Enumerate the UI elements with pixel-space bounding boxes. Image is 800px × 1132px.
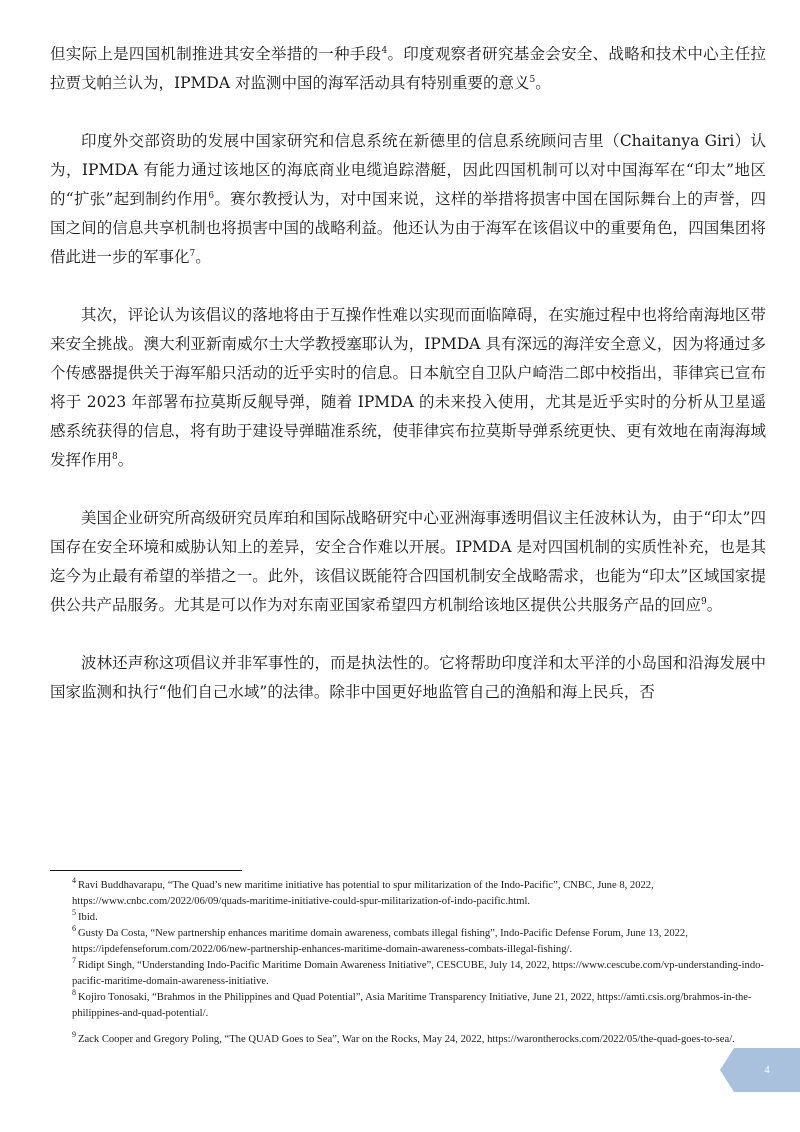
footnote-text: Gusty Da Costa, “New partnership enhances maritime domain awareness, combats illegal fishing”, Indo-Pacific Defense Forum, June 13, 2022, https://ipdefenseforum.com/2022/06/new-partnership-enhances-maritime-domain-awareness-combats-illegal-fishing/. — [72, 928, 688, 955]
paragraph-text: 。 — [117, 451, 134, 469]
paragraph-text: 。赛尔教授认为，对中国来说，这样的举措将损害中国在国际舞台上的声誉，四国之间的信息共享机制也将损害中国的战略利益。他还认为由于海军在该倡议中的重要角色，四国集团将借此进一步的军事化 — [50, 190, 766, 266]
footnote-number: 8 — [72, 988, 76, 998]
paragraph-text: 印度外交部资助的发展中国家研究和信息系统在新德里的信息系统顾问吉里（Chaitanya Giri）认为，IPMDA 有能力通过该地区的海底商业电缆追踪潜艇，因此四国机制可以对中国海军在“印太”地区的“扩张”起到制约作用 — [50, 132, 766, 208]
paragraph-text: 。 — [535, 74, 551, 92]
footnote-reference[interactable]: 4 — [381, 45, 388, 56]
footnote — [50, 958, 766, 990]
footnote-reference[interactable]: 8 — [112, 451, 118, 462]
footnote-text: Ibid. — [78, 912, 98, 923]
paragraph-text: 。 — [706, 596, 723, 614]
paragraph-text: 波林还声称这项倡议并非军事性的，而是执法性的。它将帮助印度洋和太平洋的小岛国和沿海发展中国家监测和执行“他们自己水域”的法律。除非中国更好地监管自己的渔船和海上民兵，否 — [50, 654, 766, 701]
paragraph-text: 。 — [195, 248, 211, 266]
paragraph-text: 其次，评论认为该倡议的落地将由于互操作性难以实现而面临障碍，在实施过程中也将给南海地区带来安全挑战。澳大利亚新南威尔士大学教授塞耶认为，IPMDA 具有深远的海洋安全意义，因为将通过多个传感器提供关于海军船只活动的近乎实时的信息。日本航空自卫队户崎浩二郎中校指出，菲律宾已宣布将于 2023 年部署布拉莫斯反舰导弹，随着 IPMDA 的未来投入使用，尤其是近乎实时的分析从卫星遥感系统获得的信息，将有助于建设导弹瞄准系统，使菲律宾布拉莫斯导弹系统更快、更有效地在南海海域发挥作用 — [50, 306, 766, 469]
footnote-text: Zack Cooper and Gregory Poling, “The QUAD Goes to Sea”, War on the Rocks, May 24, 2022, https://warontherocks.com/2022/05/the-quad-goes-to-sea/. — [78, 1034, 735, 1045]
footnote-reference[interactable]: 5 — [529, 74, 536, 85]
footnote-reference[interactable]: 6 — [208, 190, 215, 201]
footnote-reference[interactable]: 7 — [189, 248, 196, 259]
page-number: 4 — [764, 1064, 770, 1076]
paragraph — [50, 127, 766, 272]
footnote — [50, 910, 766, 926]
footnote-number: 7 — [72, 956, 76, 966]
footnotes — [50, 878, 766, 1048]
footnote-separator — [50, 870, 242, 871]
paragraph — [50, 301, 766, 475]
footnote-number: 4 — [72, 876, 76, 886]
footnote-text: Ravi Buddhavarapu, “The Quad’s new maritime initiative has potential to spur militarization of the Indo-Pacific”, CNBC, June 8, 2022, https://www.cnbc.com/2022/06/09/quads-maritime-initiative-could-spur-militarization-of-indo-pacific.html. — [72, 880, 654, 907]
footnote-text: Ridipt Singh, “Understanding Indo-Pacific Maritime Domain Awareness Initiative”, CESCUBE, July 14, 2022, https://www.cescube.com/vp-understanding-indo-pacific-maritime-domain-awareness-initiative. — [72, 960, 764, 987]
body-text — [50, 40, 766, 736]
paragraph-text: 但实际上是四国机制推进其安全举措的一种手段 — [50, 45, 382, 63]
paragraph — [50, 649, 766, 707]
footnote — [50, 990, 766, 1022]
footnote — [50, 1032, 766, 1048]
footnote-number: 6 — [72, 924, 76, 934]
footnote-reference[interactable]: 9 — [701, 596, 707, 607]
paragraph — [50, 40, 766, 98]
footnote-number: 9 — [72, 1030, 76, 1040]
paragraph-text: 。印度观察者研究基金会安全、战略和技术中心主任拉拉贾戈帕兰认为，IPMDA 对监测中国的海军活动具有特别重要的意义 — [50, 45, 766, 92]
paragraph-text: 美国企业研究所高级研究员库珀和国际战略研究中心亚洲海事透明倡议主任波林认为，由于“印太”四国存在安全环境和威胁认知上的差异，安全合作难以开展。IPMDA 是对四国机制的实质性补充，也是其迄今为止最有希望的举措之一。此外，该倡议既能符合四国机制安全战略需求，也能为“印太”区域国家提供公共产品服务。尤其是可以作为对东南亚国家希望四方机制给该地区提供公共服务产品的回应 — [50, 509, 766, 614]
footnote — [50, 878, 766, 910]
footnote — [50, 926, 766, 958]
paragraph — [50, 504, 766, 620]
footnote-number: 5 — [72, 908, 76, 918]
footnote-text: Kojiro Tonosaki, “Brahmos in the Philippines and Quad Potential”, Asia Maritime Transparency Initiative, June 21, 2022, https://amti.csis.org/brahmos-in-the-philippines-and-quad-potential/. — [72, 992, 752, 1019]
